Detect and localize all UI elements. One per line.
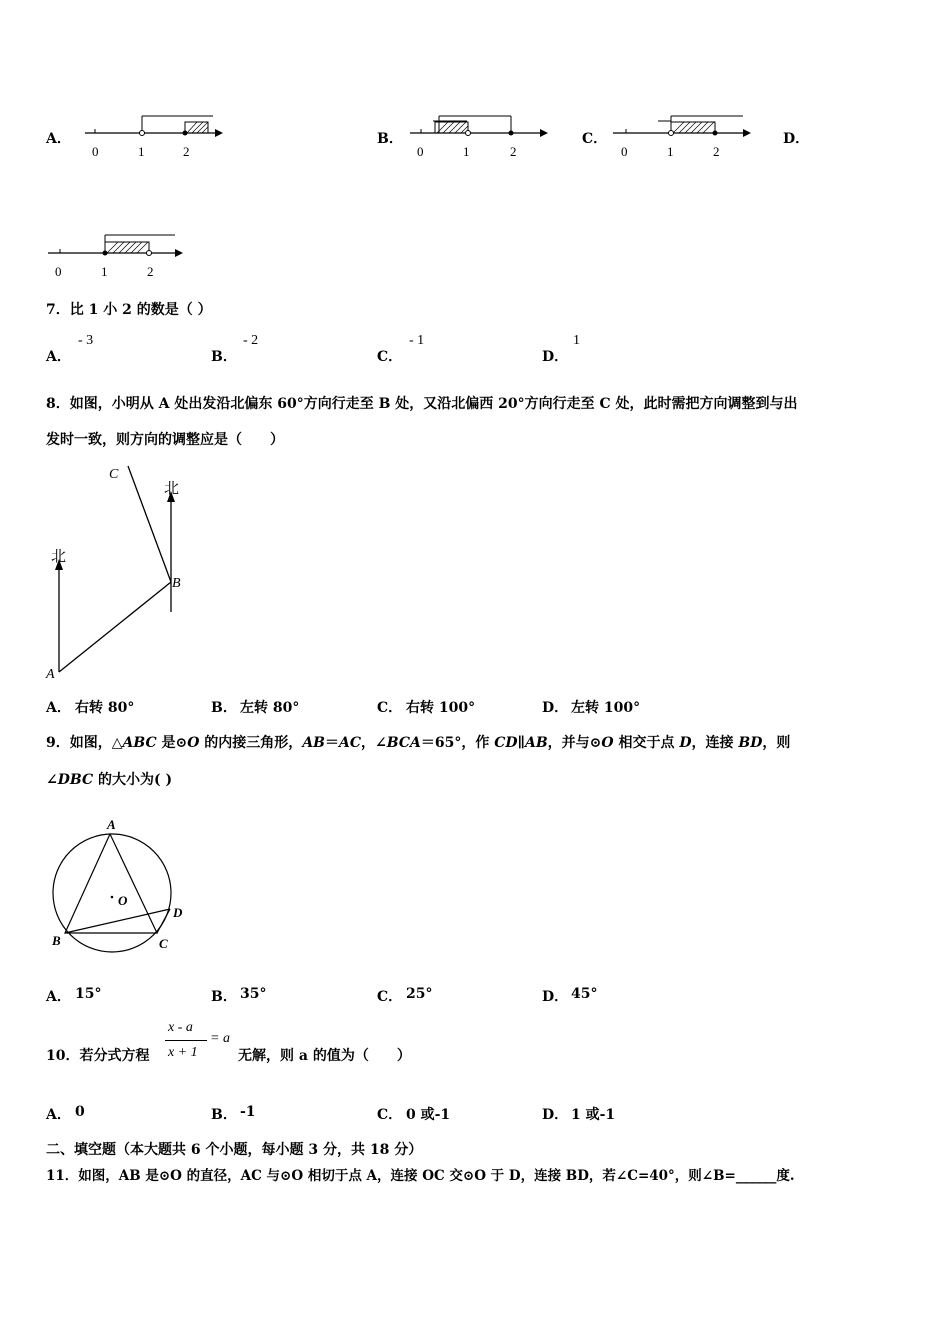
q6-number-line-a (80, 108, 230, 158)
q7-option-c-label: C． (377, 349, 403, 365)
q6-a-tick-0: 0 (92, 144, 99, 159)
q6-option-a-label: A． (46, 131, 71, 147)
q6-c-tick-0: 0 (621, 144, 628, 159)
q7-option-b-value: - 2 (243, 333, 259, 348)
q9-option-d-label: D． (542, 989, 569, 1005)
q6-c-tick-2: 2 (713, 144, 720, 159)
q8-option-b-label: B． (211, 700, 237, 716)
q6-option-b-label: B． (377, 131, 403, 147)
q10-prefix: 10．若分式方程 (46, 1048, 150, 1064)
q6-a-tick-1: 1 (138, 144, 145, 159)
q9-option-a-label: A． (46, 989, 71, 1005)
q10-option-a-label: A． (46, 1107, 71, 1123)
q9-stem-line2: ∠DBC 的大小为( ) (46, 772, 173, 788)
q8-option-a-text: 右转 80° (75, 700, 135, 716)
q9-point-a: A (107, 817, 116, 832)
q7-option-d-value: 1 (573, 333, 580, 348)
q6-b-tick-1: 1 (463, 144, 470, 159)
q7-option-b-label: B． (211, 349, 237, 365)
q8-option-d-text: 左转 100° (571, 700, 641, 716)
q6-c-tick-1: 1 (667, 144, 674, 159)
q10-denominator: x + 1 (168, 1045, 198, 1060)
section-2-heading: 二、填空题（本大题共 6 个小题，每小题 3 分，共 18 分） (46, 1142, 423, 1158)
q10-option-b-label: B． (211, 1107, 237, 1123)
q10-option-d-text: 1 或-1 (571, 1107, 616, 1123)
q9-point-o: O (118, 893, 128, 908)
q8-option-c-text: 右转 100° (406, 700, 476, 716)
q7-option-a-value: - 3 (78, 333, 94, 348)
q8-option-a-label: A． (46, 700, 71, 716)
q6-b-tick-2: 2 (510, 144, 517, 159)
q9-point-b: B (52, 933, 61, 948)
q8-stem-line1: 8．如图，小明从 A 处出发沿北偏东 60°方向行走至 B 处，又沿北偏西 20°方向行走至 C 处，此时需把方向调整到与出 (46, 396, 798, 412)
q10-option-b-text: -1 (240, 1104, 256, 1120)
q10-suffix: 无解，则 a 的值为（ ） (238, 1048, 411, 1064)
q6-number-line-d (45, 228, 195, 278)
q6-number-line-b (405, 108, 555, 158)
q11-answer-blank[interactable]: ______ (735, 1168, 777, 1184)
q8-point-b: B (172, 576, 181, 591)
q10-numerator: x - a (168, 1020, 193, 1035)
q8-point-a: A (46, 667, 55, 682)
q6-option-c-label: C． (582, 131, 608, 147)
q9-option-c-label: C． (377, 989, 403, 1005)
q9-stem-line1: 9．如图，△ABC 是⊙O 的内接三角形，AB＝AC，∠BCA＝65°，作 CD∥AB，并与⊙O 相交于点 D，连接 BD，则 (46, 735, 791, 751)
q9-point-d: D (173, 905, 183, 920)
q7-option-a-label: A． (46, 349, 71, 365)
q6-option-d-label: D． (783, 131, 810, 147)
q9-option-c-text: 25° (406, 986, 433, 1002)
q9-option-d-text: 45° (571, 986, 598, 1002)
q7-stem: 7．比 1 小 2 的数是（ ） (46, 302, 212, 318)
q6-a-tick-2: 2 (183, 144, 190, 159)
q6-number-line-c (608, 108, 758, 158)
q6-d-tick-1: 1 (101, 264, 108, 279)
q8-north-label-a: 北 (51, 549, 67, 565)
q11-stem: 11．如图，AB 是⊙O 的直径，AC 与⊙O 相切于点 A，连接 OC 交⊙O 于 D，连接 BD，若∠C=40°，则∠B=______度. (46, 1168, 795, 1184)
q8-point-c: C (109, 467, 119, 482)
q10-option-a-text: 0 (75, 1104, 85, 1120)
q6-d-tick-0: 0 (55, 264, 62, 279)
q6-d-tick-2: 2 (147, 264, 154, 279)
q10-fraction-bar (165, 1040, 207, 1041)
q7-option-d-label: D． (542, 349, 569, 365)
q9-point-c: C (159, 936, 168, 951)
q9-option-a-text: 15° (75, 986, 102, 1002)
q10-rhs: = a (210, 1031, 230, 1046)
q10-option-d-label: D． (542, 1107, 569, 1123)
q6-b-tick-0: 0 (417, 144, 424, 159)
q7-option-c-value: - 1 (409, 333, 425, 348)
q9-option-b-label: B． (211, 989, 237, 1005)
q9-option-b-text: 35° (240, 986, 267, 1002)
q8-stem-line2: 发时一致，则方向的调整应是（ ） (46, 432, 284, 448)
q8-north-label-b: 北 (164, 481, 180, 497)
q8-option-d-label: D． (542, 700, 569, 716)
q8-option-b-text: 左转 80° (240, 700, 300, 716)
q10-option-c-text: 0 或-1 (406, 1107, 451, 1123)
q10-option-c-label: C． (377, 1107, 403, 1123)
q8-option-c-label: C． (377, 700, 403, 716)
